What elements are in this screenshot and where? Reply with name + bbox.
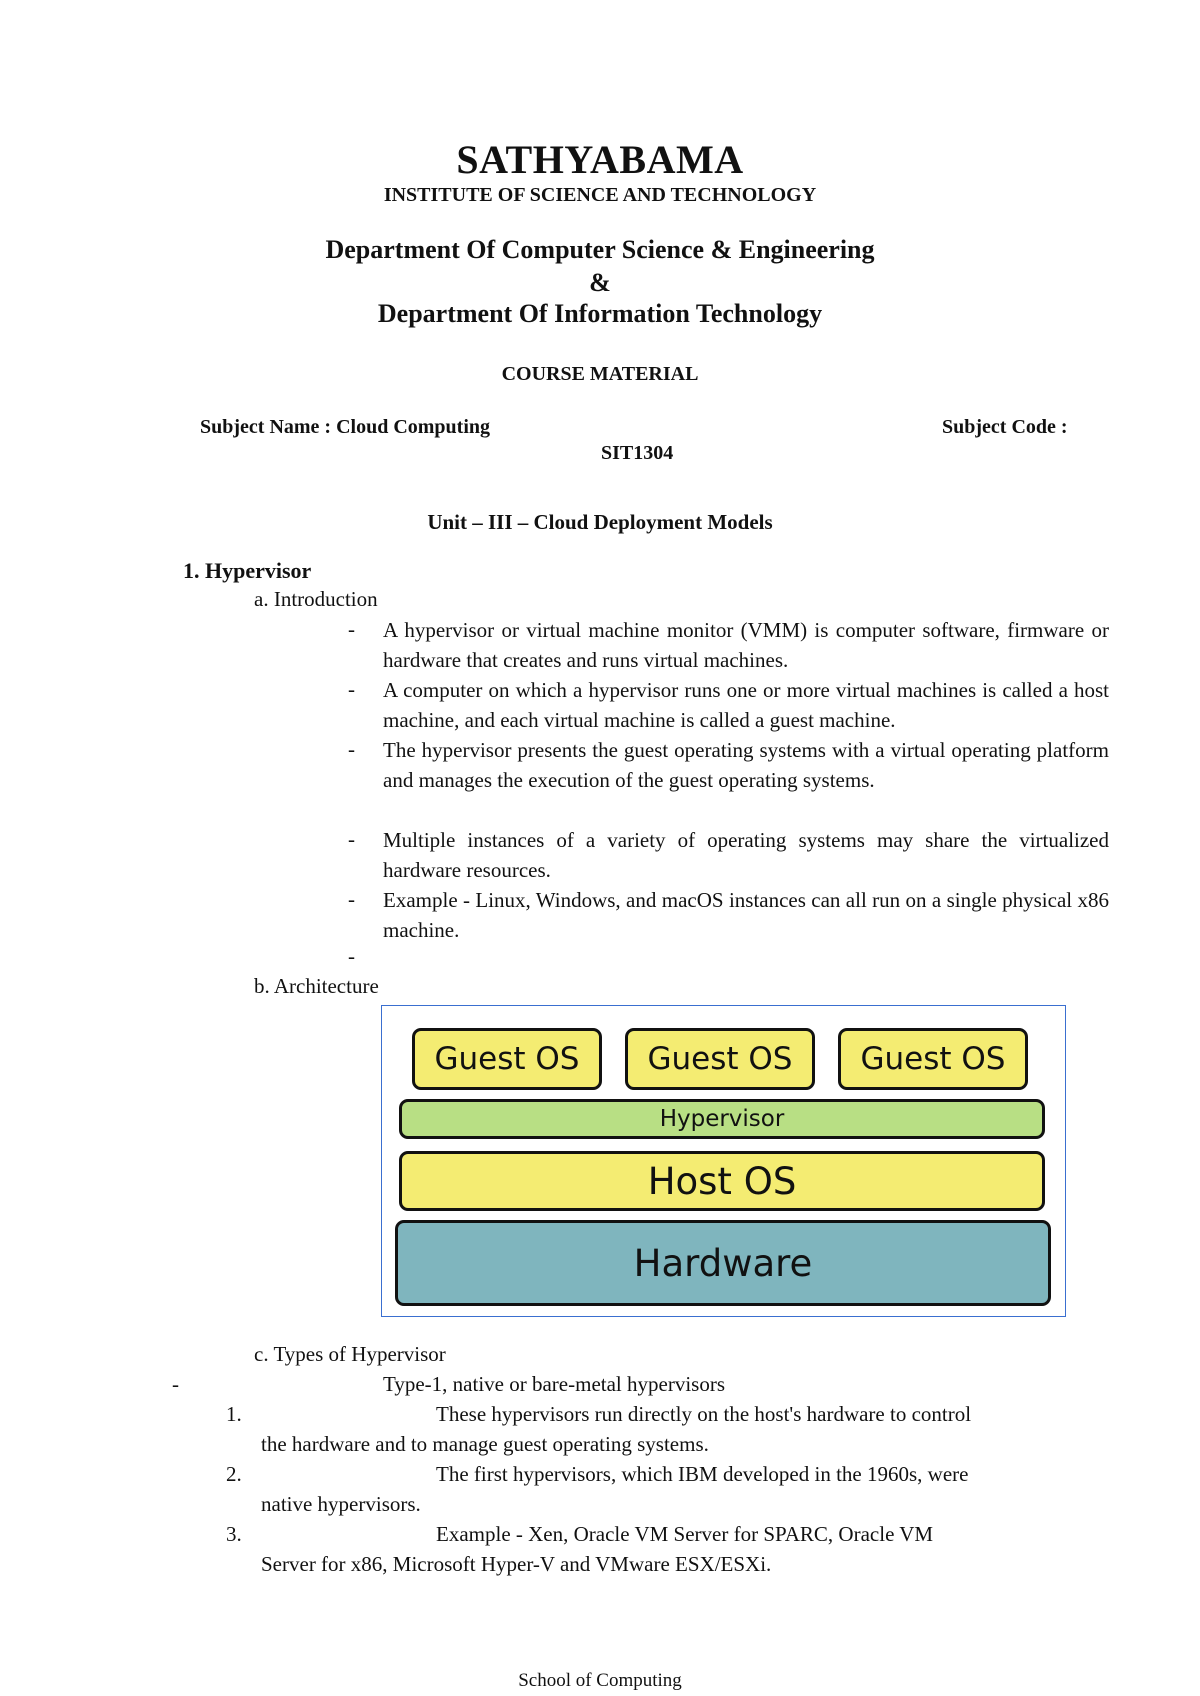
guest-os-block: Guest OS: [625, 1028, 815, 1090]
type1-title: Type-1, native or bare-metal hypervisors: [383, 1372, 725, 1396]
empty-bullet-dash: -: [348, 944, 355, 968]
intro-bullet-text: Example - Linux, Windows, and macOS instances can all run on a single physical x86 machine.: [383, 888, 1109, 942]
host-os-block: Host OS: [399, 1151, 1045, 1211]
bullet-dash: -: [348, 887, 355, 911]
subject-code: SIT1304: [601, 442, 674, 464]
section-heading-hypervisor: 1. Hypervisor: [183, 558, 312, 583]
subject-name: Subject Name : Cloud Computing: [200, 416, 491, 438]
institution-subtitle: INSTITUTE OF SCIENCE AND TECHNOLOGY: [383, 184, 817, 206]
page-footer: School of Computing: [518, 1670, 682, 1691]
hypervisor-architecture-diagram: [381, 1005, 1066, 1317]
unit-title: Unit – III – Cloud Deployment Models: [427, 510, 773, 534]
subsection-introduction: a. Introduction: [254, 587, 378, 611]
department-it: Department Of Information Technology: [377, 299, 823, 328]
list-number: 1.: [226, 1402, 242, 1426]
intro-bullet-text: A hypervisor or virtual machine monitor (VMM) is computer software, firmware or hardware that creates and runs virtual machines.: [383, 618, 1109, 672]
hardware-block: Hardware: [395, 1220, 1051, 1306]
list-number: 2.: [226, 1462, 242, 1486]
list-item-text: Example - Xen, Oracle VM Server for SPARC, Oracle VM: [436, 1522, 934, 1546]
intro-bullet-text: A computer on which a hypervisor runs one or more virtual machines is called a host machine, and each virtual machine is called a guest machine.: [383, 678, 1109, 732]
list-item-continuation: the hardware and to manage guest operating systems.: [261, 1432, 709, 1456]
list-item-continuation: native hypervisors.: [261, 1492, 421, 1516]
subject-code-label: Subject Code :: [942, 416, 1068, 438]
bullet-dash: -: [348, 827, 355, 851]
department-ampersand: &: [589, 268, 611, 297]
guest-os-block: Guest OS: [412, 1028, 602, 1090]
intro-bullet-text: The hypervisor presents the guest operating systems with a virtual operating platform and manages the execution of the guest operating systems.: [383, 738, 1109, 792]
subsection-types-of-hypervisor: c. Types of Hypervisor: [254, 1342, 446, 1366]
type1-dash: -: [172, 1372, 179, 1396]
list-item-text: The first hypervisors, which IBM developed in the 1960s, were: [436, 1462, 969, 1486]
department-cse: Department Of Computer Science & Engineering: [325, 235, 875, 264]
list-number: 3.: [226, 1522, 242, 1546]
institution-title: SATHYABAMA: [456, 137, 744, 182]
hypervisor-block: Hypervisor: [399, 1099, 1045, 1139]
list-item-continuation: Server for x86, Microsoft Hyper-V and VMware ESX/ESXi.: [261, 1552, 772, 1576]
list-item-text: These hypervisors run directly on the host's hardware to control: [436, 1402, 972, 1426]
bullet-dash: -: [348, 617, 355, 641]
intro-bullet-text: Multiple instances of a variety of operating systems may share the virtualized hardware resources.: [383, 828, 1109, 882]
subsection-architecture: b. Architecture: [254, 974, 379, 998]
guest-os-block: Guest OS: [838, 1028, 1028, 1090]
course-material-label: COURSE MATERIAL: [501, 363, 699, 385]
bullet-dash: -: [348, 677, 355, 701]
bullet-dash: -: [348, 737, 355, 761]
